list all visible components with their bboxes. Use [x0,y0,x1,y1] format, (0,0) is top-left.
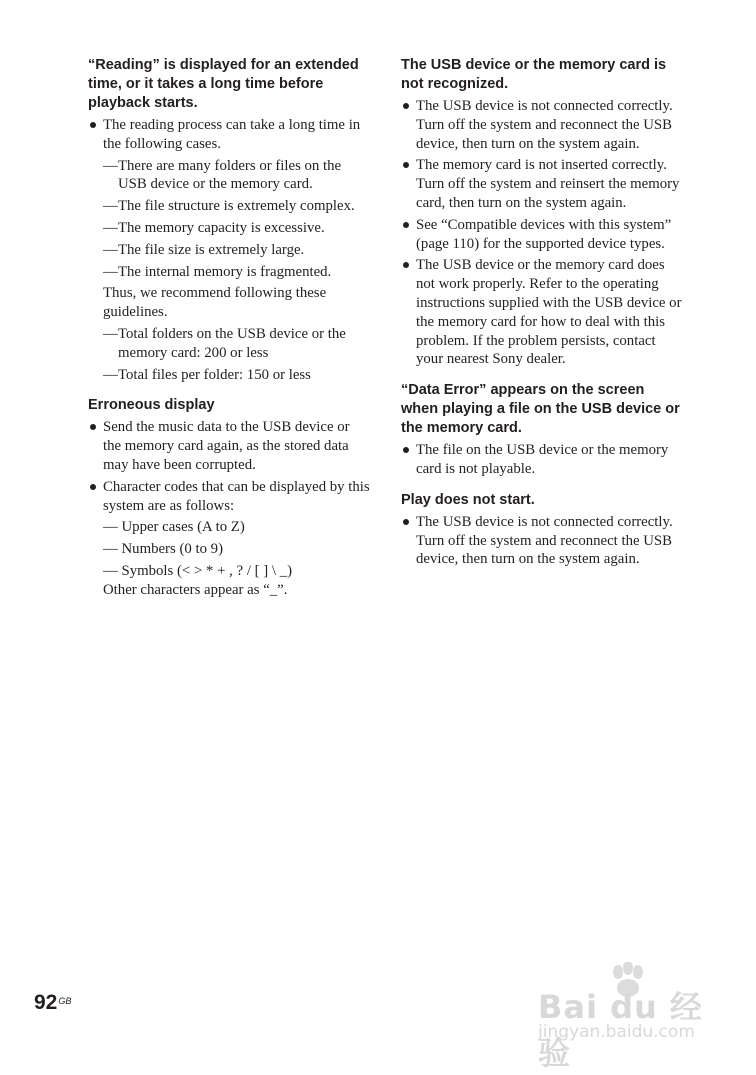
guideline-dash-item: — Total folders on the USB device or the memory card: 200 or less [103,325,346,361]
guideline-dash-item: — Total files per folder: 150 or less [103,366,311,383]
reading-dash-item: — The internal memory is fragmented. [103,263,332,280]
recommend-text: Thus, we recommend following these guidelines. [103,285,327,321]
data-error-bullet: The file on the USB device or the memory card is not playable. [401,441,683,479]
erroneous-heading: Erroneous display [88,397,215,414]
baidu-watermark [530,958,720,1072]
right-column [401,56,683,581]
play-heading: Play does not start. [401,491,535,508]
char-code-line: — Symbols (< > * + , ? / [ ] \ _) [103,562,293,579]
play-section [401,491,683,569]
play-bullet: The USB device is not connected correctly. Turn off the system and reconnect the USB device, then turn on the system again. [401,513,683,569]
not-recognized-bullet: See “Compatible devices with this system” (page 110) for the supported device types. [401,216,683,254]
reading-dash-item: — The file size is extremely large. [103,241,305,258]
reading-heading: “Reading” is displayed for an extended time, or it takes a long time before playback starts. [88,57,359,111]
reading-bullet: The reading process can take a long time in the following cases. [88,116,370,154]
watermark-url: jingyan.baidu.com [538,1022,695,1042]
not-recognized-bullet: The USB device is not connected correctly. Turn off the system and reconnect the USB device, then turn on the system again. [401,97,683,153]
not-recognized-bullet: The memory card is not inserted correctly. Turn off the system and reinsert the memory card, then turn on the system again. [401,156,683,212]
data-error-heading: “Data Error” appears on the screen when playing a file on the USB device or the memory card. [401,382,680,437]
reading-section [88,56,370,384]
char-code-line: — Numbers (0 to 9) [103,541,224,558]
not-recognized-bullet: The USB device or the memory card does not work properly. Refer to the operating instructions supplied with the USB device or the memory card for how to deal with this problem. If the problem persists, contact your nearest Sony dealer. [401,256,683,369]
not-recognized-section [401,56,683,369]
reading-dash-item: — The memory capacity is excessive. [103,219,325,236]
erroneous-bullet-1: Send the music data to the USB device or the memory card again, as the stored data may have been corrupted. [88,418,370,474]
other-chars-line: Other characters appear as “_”. [103,581,288,598]
left-column [88,56,370,612]
data-error-section [401,381,683,479]
char-code-line: — Upper cases (A to Z) [103,519,245,536]
erroneous-section [88,396,370,599]
page-number: $92^{GB}$ [34,991,72,1014]
watermark-brand: Bai du 经验 [538,988,703,1072]
erroneous-bullet-2: Character codes that can be displayed by this system are as follows: [88,478,370,516]
not-recognized-heading: The USB device or the memory card is not recognized. [401,57,667,92]
reading-dash-item: — The file structure is extremely complex. [103,198,355,215]
page-suffix: GB [58,996,72,1006]
reading-dash-item: — There are many folders or files on the USB device or the memory card. [103,157,342,193]
